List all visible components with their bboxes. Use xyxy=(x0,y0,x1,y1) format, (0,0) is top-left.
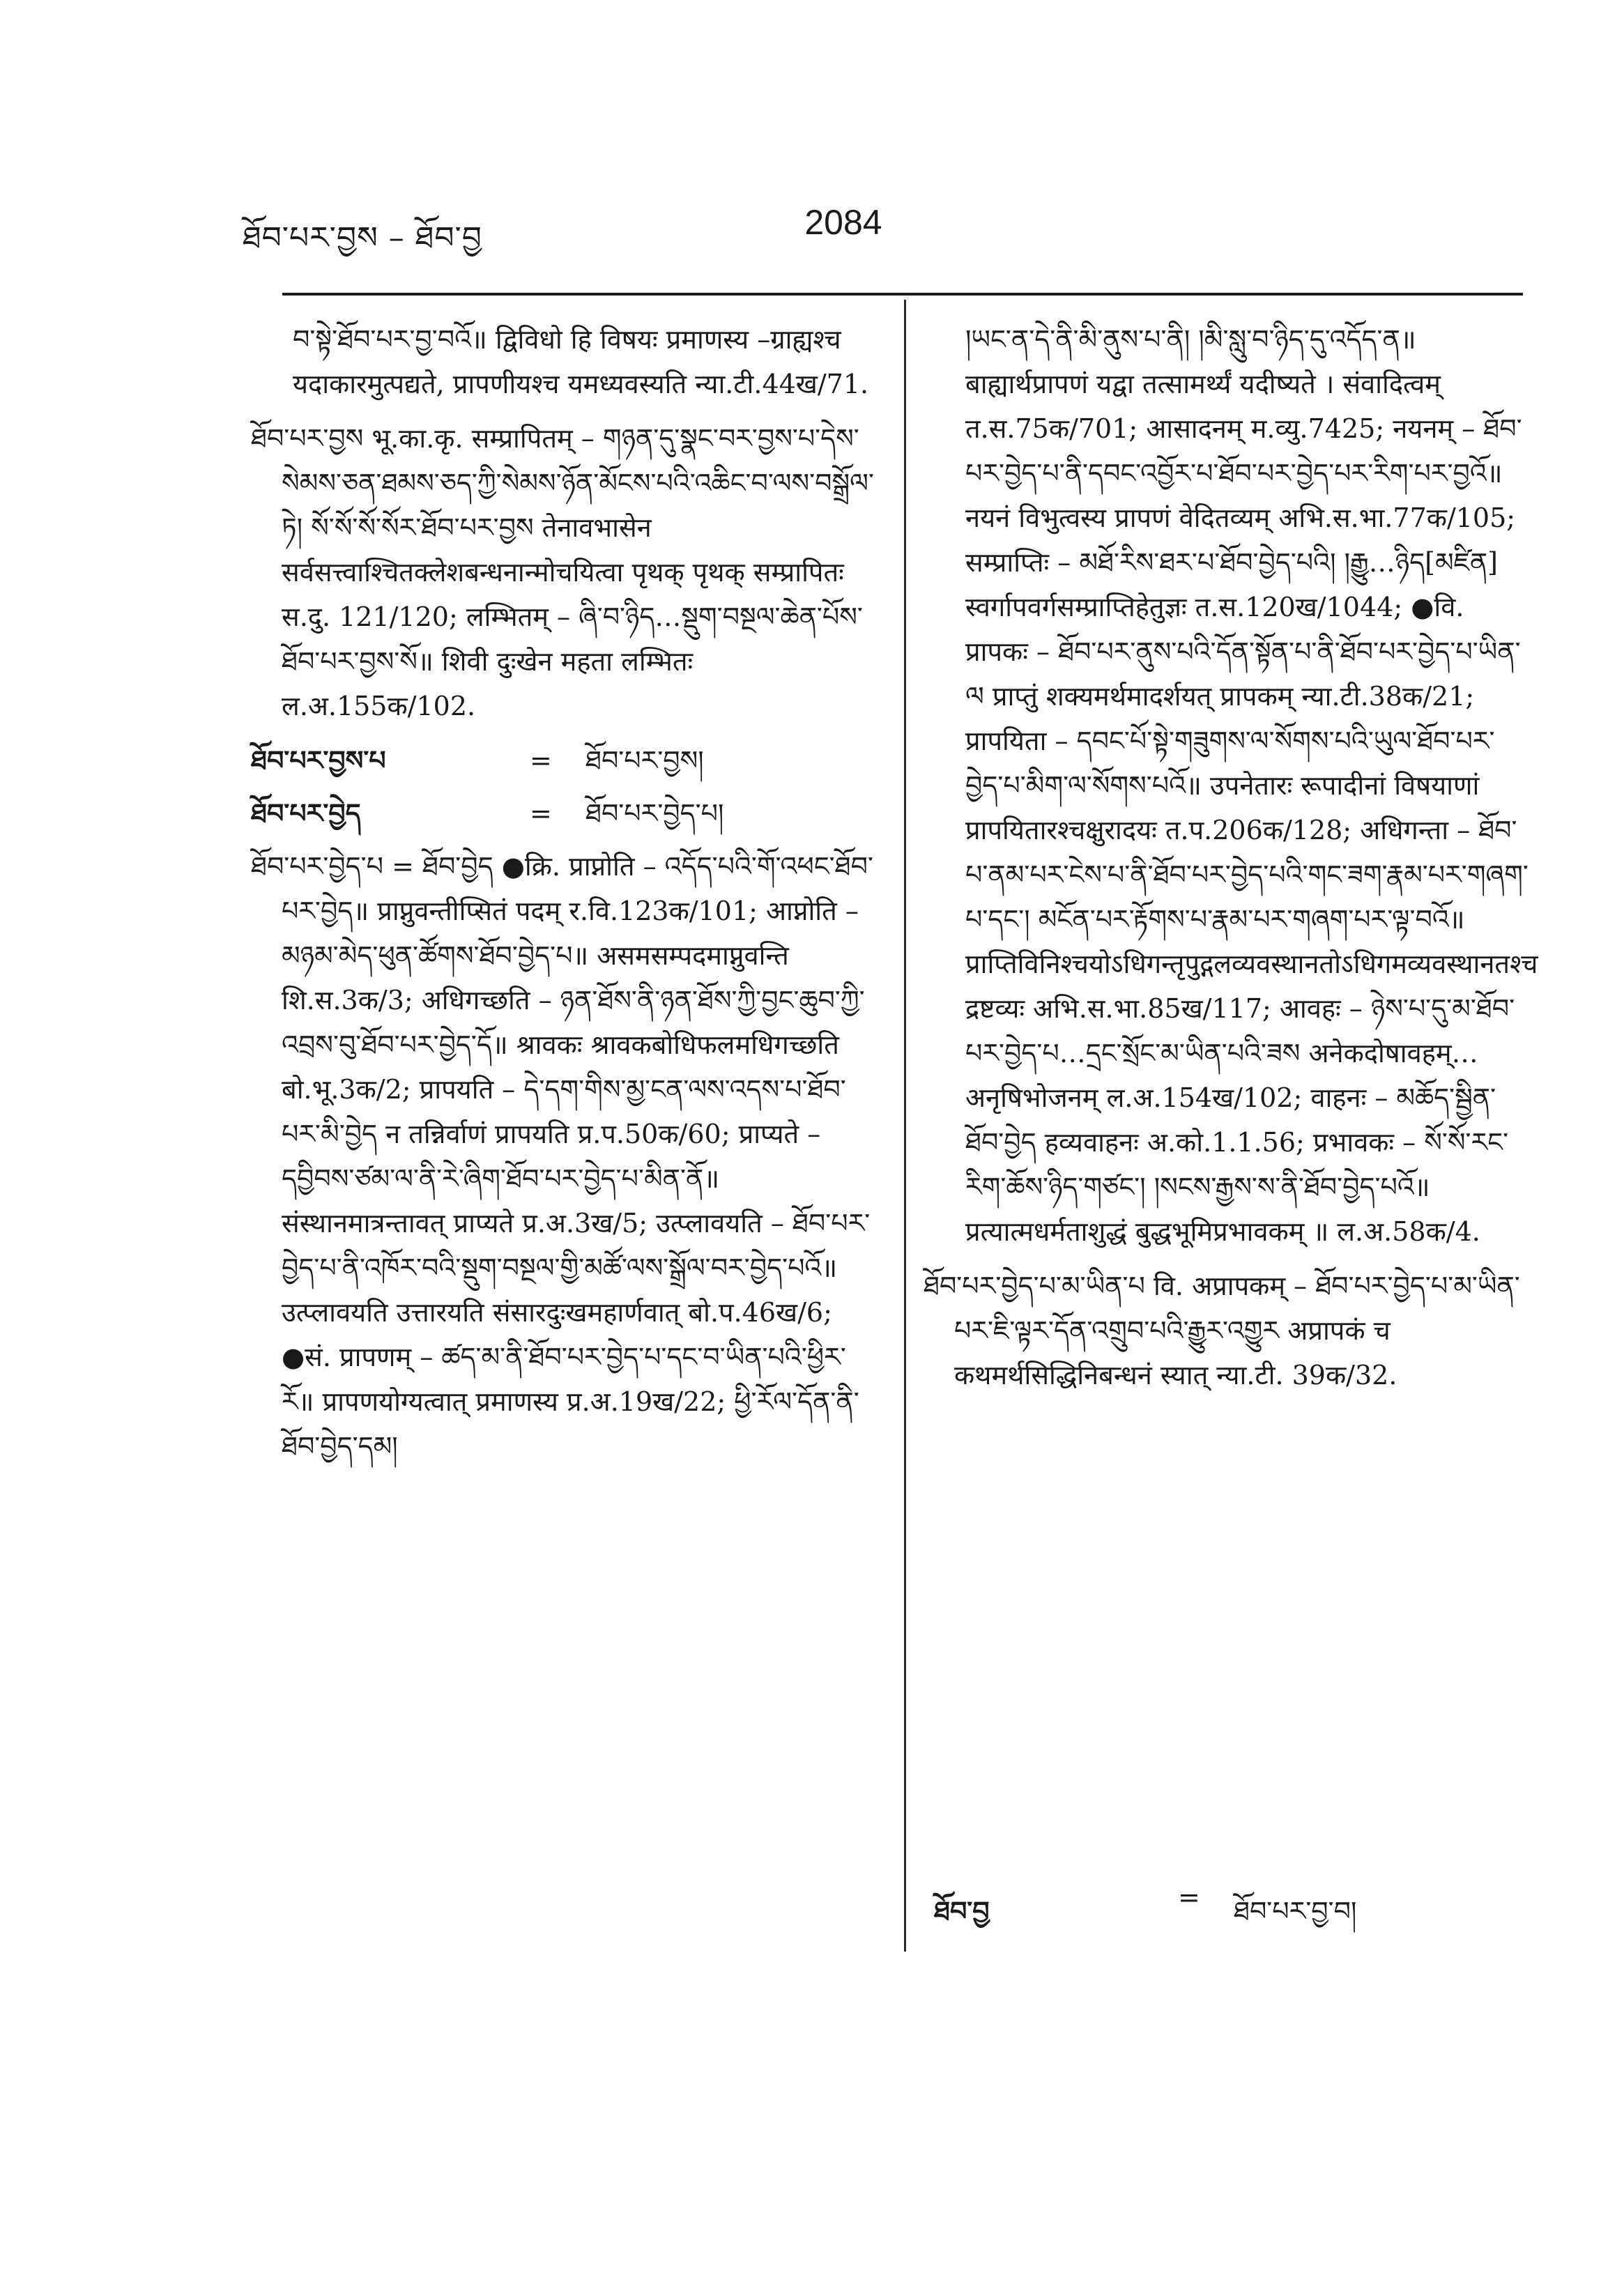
xref-target: ཐོབ་པར་བྱ་བ། xyxy=(1234,1896,1357,1926)
running-head: ཐོབ་པར་བྱས – ཐོབ་བྱ xyxy=(243,220,482,256)
xref-headword: ཐོབ་བྱ xyxy=(934,1895,990,1926)
xref-headword: ཐོབ་པར་བྱེད xyxy=(251,797,361,829)
xref-headword: ཐོབ་པར་བྱས་པ xyxy=(251,744,386,776)
page-number: 2084 xyxy=(804,203,882,242)
entry: །ཡང་ན་དེ་ནི་མི་ནུས་པ་ནི། །མི་སླུ་བ་ཉིད་དུ་འདོད་ན॥ बाह्यार्थप्रापणं यद्वा तत्सामर्थ्यं यदीष्यते । संवादित्वम् त.स.75क/701; आसादनम् म.व्यु.7425; नयनम् – ཐོབ་པར་བྱེད་པ་ནི་དབང་འབྱོར་པ་ཐོབ་པར་བྱེད་པར་རིག་པར་བྱའོ॥ नयनं विभुत्वस्य प्रापणं वेदितव्यम् अभि.स.भा.77क/105; सम्प्राप्तिः – མཐོ་རིས་ཐར་པ་ཐོབ་བྱེད་པའི། །རྒྱུ…ཉིད[མཛིན] स्वर्गापवर्गसम्प्राप्तिहेतुज्ञः त.स.120ख/1044; ●वि. प्रापकः – ཐོབ་པར་ནུས་པའི་དོན་སྟོན་པ་ནི་ཐོབ་པར་བྱེད་པ་ཡིན་ལ प्राप्तुं शक्यमर्थमादर्शयत् प्रापकम् न्या.टी.38क/21; प्रापयिता – དབང་པོ་སྟེ་གཟུགས་ལ་སོགས་པའི་ཡུལ་ཐོབ་པར་བྱེད་པ་མིག་ལ་སོགས་པའོ॥ उपनेतारः रूपादीनां विषयाणां प्रापयितारश्चक्षुरादयः त.प.206क/128; अधिगन्ता – ཐོབ་པ་ནམ་པར་ངེས་པ་ནི་ཐོབ་པར་བྱེད་པའི་གང་ཟག་རྣམ་པར་གཞག་པ་དང་། མངོན་པར་རྟོགས་པ་རྣམ་པར་གཞག་པར་ལྟ་བའོ॥ प्राप्तिविनिश्चयोऽधिगन्तृपुद्गलव्यवस्थानतोऽधिगमव्यवस्थानतश्च द्रष्टव्यः अभि.स.भा.85ख/117; आवहः – ཉེས་པ་དུ་མ་ཐོབ་པར་བྱེད་པ…དྲང་སྲོང་མ་ཡིན་པའི་ཟས अनेकदोषावहम्…अनृषिभोजनम् ल.अ.154ख/102; वाहनः – མཆོད་སྦྱིན་ཐོབ་བྱེད हव्यवाहनः अ.को.1.1.56; प्रभावकः – སོ་སོ་རང་རིག་ཆོས་ཉིད་གཙང་། །སངས་རྒྱས་ས་ནི་ཐོབ་བྱེད་པའོ॥ प्रत्यात्मधर्मताशुद्धं बुद्धभूमिप्रभावकम् ॥ ल.अ.58क/4. xyxy=(965,324,1538,1247)
cross-reference xyxy=(251,738,878,783)
entry: ཐོབ་པར་བྱེད་པ = ཐོབ་བྱེད ●क्रि. प्राप्नोति – འདོད་པའི་གོ་འཕང་ཐོབ་པར་བྱེད॥ प्राप्नुवन्तीप्सितं पदम् र.वि.123क/101; आप्नोति – མཉམ་མེད་ཕུན་ཚོགས་ཐོབ་བྱེད་པ॥ असमसम्पदमाप्नुवन्ति शि.स.3क/3; अधिगच्छति – ཉན་ཐོས་ནི་ཉན་ཐོས་ཀྱི་བྱང་ཆུབ་ཀྱི་འབྲས་བུ་ཐོབ་པར་བྱེད་དོ॥ श्रावकः श्रावकबोधिफलमधिगच्छति बो.भू.3क/2; प्रापयति – དེ་དག་གིས་མྱ་ངན་ལས་འདས་པ་ཐོབ་པར་མི་བྱེད न तन्निर्वाणं प्रापयति प्र.प.50क/60; प्राप्यते – དབྱིབས་ཙམ་ལ་ནི་རེ་ཞིག་ཐོབ་པར་བྱེད་པ་མིན་ནོ॥ संस्थानमात्रन्तावत् प्राप्यते प्र.अ.3ख/5; उत्प्लावयति – ཐོབ་པར་བྱེད་པ་ནི་འཁོར་བའི་སྡུག་བསྔལ་གྱི་མཚོ་ལས་སྒྲོལ་བར་བྱེད་པའོ॥ उत्प्लावयति उत्तारयति संसारदुःखमहार्णवात् बो.प.46ख/6; ●सं. प्रापणम् – ཚད་མ་ནི་ཐོབ་པར་བྱེད་པ་དང་བ་ཡིན་པའི་ཕྱིར་རོ॥ प्रापणयोग्यत्वात् प्रमाणस्य प्र.अ.19ख/22; ཕྱི་རོལ་དོན་ནི་ཐོབ་བྱེད་དམ། xyxy=(251,851,873,1462)
left-column xyxy=(251,317,878,1478)
cross-reference xyxy=(934,1882,1526,1956)
entry: བ་སྟེ་ཐོབ་པར་བྱ་བའོ॥ द्विविधो हि विषयः प्रमाणस्य –ग्राह्यश्च यदाकारमुत्पद्यते, प्रापणीयश्च यमध्यवस्यति न्या.टी.44ख/71. xyxy=(293,324,869,399)
xref-target: ཐོབ་པར་བྱས། xyxy=(585,745,704,776)
entry: ཐོབ་པར་བྱེད་པ་མ་ཡིན་པ वि. अप्रापकम् – ཐོབ་པར་བྱེད་པ་མ་ཡིན་པར་ཇི་ལྟར་དོན་འགྲུབ་པའི་རྒྱུར་འགྱུར अप्रापकं च कथमर्थसिद्धिनिबन्धनं स्यात् न्या.टी. 39क/32. xyxy=(924,1271,1520,1390)
header-rule xyxy=(282,293,1523,296)
entry: ཐོབ་པར་བྱས भू.का.कृ. सम्प्रापितम् – གཉན་དུ་སྣང་བར་བྱས་པ་དེས་སེམས་ཅན་ཐམས་ཅད་ཀྱི་སེམས་ཉོན་མོངས་པའི་འཆིང་བ་ལས་བསྒྲོལ་ཏེ། སོ་སོ་སོ་སོར་ཐོབ་པར་བྱས तेनावभासेन सर्वसत्त्वाश्चितक्लेशबन्धनान्मोचयित्वा पृथक् पृथक् सम्प्रापितः स.दु. 121/120; लम्भितम् – ཞི་བ་ཉིད…སྡུག་བསྔལ་ཆེན་པོས་ཐོབ་པར་བྱས་སོ॥ शिवी दुःखेन महता लम्भितः ल.अ.155क/102. xyxy=(251,423,874,721)
column-divider xyxy=(904,300,906,1952)
xref-equals: = xyxy=(530,745,552,776)
xref-equals: = xyxy=(530,798,552,829)
xref-equals: = xyxy=(1178,1882,1200,1913)
right-column xyxy=(924,317,1538,1407)
cross-reference xyxy=(251,791,878,836)
xref-target: ཐོབ་པར་བྱེད་པ། xyxy=(585,798,724,829)
